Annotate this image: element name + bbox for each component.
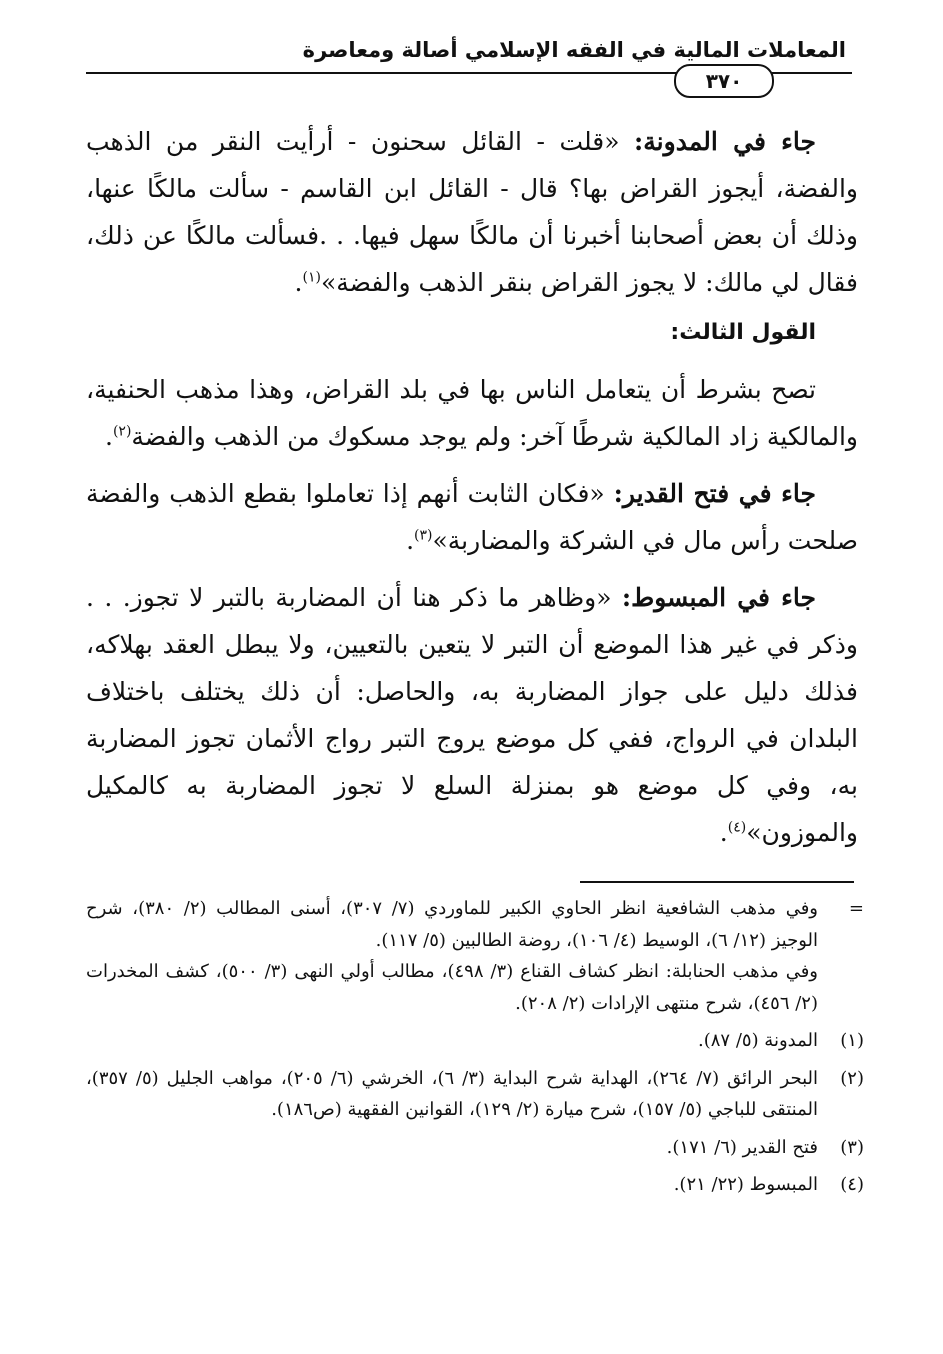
paragraph-text: تصح بشرط أن يتعامل الناس بها في بلد القراض، وهذا مذهب الحنفية، والمالكية زاد المالكية شرطًا آخر: ولم يوجد مسكوك من الذهب والفضة [86,375,858,451]
paragraph-end: . [294,268,303,297]
paragraph-text: «قلت - القائل سحنون - أرأيت النقر من الذهب والفضة، أيجوز القراض بها؟ قال - القائل ابن القاسم - سألت مالكًا عنها، وذلك أن بعض أصحابنا أخبرنا أن مالكًا سهل فيها. . .فسألت مالكًا عن ذلك، فقال لي مالك: لا يجوز القراض بنقر الذهب والفضة» [86,127,858,297]
footnote-text: المبسوط (٢٢/ ٢١). [673,1174,818,1195]
running-header [86,30,852,110]
footnote-mark: (٣) [840,1136,864,1158]
footnote-mark: = [848,898,864,919]
paragraph-text: «فكان الثابت أنهم إذا تعاملوا بقطع الذهب والفضة صلحت رأس مال في الشركة والمضاربة» [86,479,858,555]
paragraph-end: . [719,818,728,847]
paragraph-lead: جاء في فتح القدير: [613,479,816,508]
footnote-mark: (١) [840,1030,864,1051]
footnote-mark: (٤) [840,1174,864,1195]
footnote-continued [86,893,864,1019]
page-number: ٣٧٠ [674,64,774,98]
footnote-item [86,1025,864,1057]
footnote-item [86,1132,864,1164]
paragraph-end: . [105,422,113,451]
footnote-text: وفي مذهب الشافعية انظر الحاوي الكبير للماوردي (٧/ ٣٠٧)، أسنى المطالب (٢/ ٣٨٠)، شرح الوجيز (١٢/ ٦)، الوسيط (٤/ ١٠٦)، روضة الطالبين (٥/ ١١٧). [86,898,818,951]
paragraph-mudawwana [86,118,858,306]
footnote-separator [580,881,854,883]
footnote-mark: (٢) [840,1067,864,1089]
paragraph-fath-al-qadir [86,470,858,564]
paragraph-end: . [406,526,415,555]
paragraph-text: «وظاهر ما ذكر هنا أن المضاربة بالتبر لا تجوز. . . وذكر في غير هذا الموضع أن التبر لا يتعين بالتعيين، ولا يبطل العقد بهلاكه، فذلك دليل على جواز المضاربة به، والحاصل: أن ذلك يختلف باختلاف البلدان في الرواج، ففي كل موضع يروج التبر رواج الأثمان تجوز المضاربة به، وفي كل موضع هو بمنزلة السلع لا تجوز المضاربة به كالمكيل والموزون» [86,583,858,847]
footnote-ref: (٣) [414,527,433,544]
footnotes [86,893,864,1201]
section-heading: القول الثالث: [670,320,816,345]
footnote-item [86,1063,864,1126]
running-title: المعاملات المالية في الفقه الإسلامي أصالة ومعاصرة [302,38,846,62]
paragraph-mabsut [86,574,858,856]
footnote-ref: (٤) [727,819,747,836]
footnote-ref: (٢) [112,423,132,440]
paragraph-lead: جاء في المبسوط: [621,583,817,612]
paragraph-third-opinion [86,366,858,460]
footnote-text: فتح القدير (٦/ ١٧١). [666,1136,818,1158]
footnote-text: وفي مذهب الحنابلة: انظر كشاف القناع (٣/ ٤٩٨)، مطالب أولي النهى (٣/ ٥٠٠)، كشف المخدرات (٢/ ٤٥٦)، شرح منتهى الإرادات (٢/ ٢٠٨). [86,961,818,1014]
paragraph-lead: جاء في المدونة: [634,127,816,156]
footnote-ref: (١) [302,269,321,286]
main-text [86,118,858,856]
footnote-text: البحر الرائق (٧/ ٢٦٤)، الهداية شرح البداية (٣/ ٦)، الخرشي (٦/ ٢٠٥)، مواهب الجليل (٥/ ٣٥٧)، المنتقى للباجي (٥/ ١٥٧)، شرح ميارة (٢/ ١٢٩)، القوانين الفقهية (ص١٨٦). [86,1067,819,1120]
footnote-text: المدونة (٥/ ٨٧). [698,1030,818,1051]
footnote-item [86,1169,864,1201]
